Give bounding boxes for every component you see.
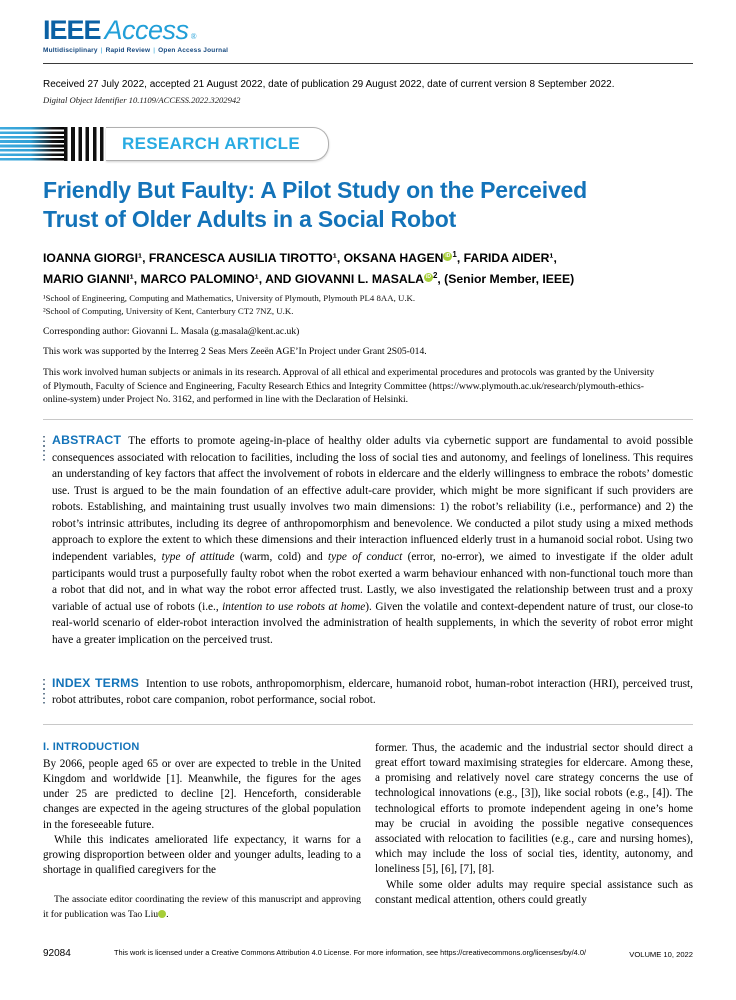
orcid-icon[interactable]: iD xyxy=(425,274,431,281)
index-terms-bottom-divider xyxy=(43,724,693,725)
index-terms-body: Intention to use robots, anthropomorphism, eldercare, humanoid robot, human-robot interaction (HRI), perceived trust, robot attributes, robot care companion, robot performance, social robot. xyxy=(52,677,693,707)
ethics-statement: This work involved human subjects or animals in its research. Approval of all ethical and experimental procedures and protocols was granted by the University of Plymouth, Faculty of Science and Engineering, Faculty Research Ethics and Integrity Committee (https://www.plymouth.ac.uk/research/plymouth-ethics-online-system) under Project No. 3162, and performed in line with the Declaration of Helsinki. xyxy=(43,367,655,406)
banner-barcode-graphic xyxy=(64,127,106,161)
affiliation-2: ²School of Computing, University of Kent, Canterbury CT2 7NZ, U.K. xyxy=(43,305,294,316)
tagline-multidisciplinary: Multidisciplinary xyxy=(43,47,98,54)
access-logo-text: Access xyxy=(104,15,189,45)
registered-mark: ® xyxy=(190,32,197,41)
senior-member-note: , (Senior Member, IEEE) xyxy=(437,272,575,287)
banner-stripes-graphic xyxy=(0,127,64,161)
page-footer xyxy=(43,946,693,959)
index-terms-heading: INDEX TERMS xyxy=(52,675,140,690)
author-names: , FARIDA AIDER¹, xyxy=(456,251,557,266)
associate-editor-footnote xyxy=(43,893,361,922)
affiliation-1: ¹School of Engineering, Computing and Mathematics, University of Plymouth, Plymouth PL4 8AA, U.K. xyxy=(43,293,416,304)
paper-title: Friendly But Faulty: A Pilot Study on the Perceived Trust of Older Adults in a Social Robot xyxy=(43,177,588,232)
volume-label: VOLUME 10, 2022 xyxy=(629,950,693,959)
affiliation-superscript: 2 xyxy=(432,271,438,281)
funding-statement: This work was supported by the Interreg 2 Seas Mers Zeeën AGE’In Project under Grant 2S05-014. xyxy=(43,346,427,358)
author-names: MARIO GIANNI¹, MARCO PALOMINO¹, AND GIOVANNI L. MASALA xyxy=(43,272,424,287)
author-line-2 xyxy=(43,267,693,288)
section-heading-introduction: I. INTRODUCTION xyxy=(43,740,140,753)
abstract-section xyxy=(43,432,693,649)
abstract-italic-term: type of conduct xyxy=(328,551,403,564)
intro-paragraph: While this indicates ameliorated life expectancy, it warns for a growing disproportion between older and younger adults, leading to a shortage in qualified caregivers for the xyxy=(43,833,361,877)
ieee-logo-text: IEEE xyxy=(43,15,101,45)
abstract-text xyxy=(52,432,693,649)
affiliation-superscript: 1 xyxy=(452,250,457,259)
page-number: 92084 xyxy=(43,948,71,959)
abstract-heading: ABSTRACT xyxy=(52,432,122,447)
doi-line: Digital Object Identifier 10.1109/ACCESS.2022.3202942 xyxy=(43,95,241,105)
intro-paragraph: By 2066, people aged 65 or over are expected to treble in the United Kingdom and worldwide [1]. Meanwhile, the figures for the ages under 25 are predicted to decline [2]. Henceforth, considerable changes are expected in the ageing structures of the global population in the foreseeable future. xyxy=(43,757,361,831)
author-names: IOANNA GIORGI¹, FRANCESCA AUSILIA TIROTTO¹, OKSANA HAGEN xyxy=(43,251,444,266)
intro-paragraph: While some older adults may require special assistance such as constant medical attention, others could greatly xyxy=(375,878,693,906)
tagline-separator: | xyxy=(153,47,156,54)
abstract-italic-term: intention to use robots at home xyxy=(222,600,366,613)
left-column xyxy=(43,741,361,923)
footnote-text: . xyxy=(166,908,169,920)
abstract-top-divider xyxy=(43,419,693,420)
intro-paragraph: former. Thus, the academic and the industrial sector should direct a great effort toward maximising strategies for eldercare. Among these, a promising and relatively novel care strategy concerns the use of technological innovations (e.g., [3]), like social robots (e.g., [4]). The technological efforts to promote independent ageing in one’s home may be crucial in avoiding the possible negative consequences associated with relocation to facilities (e.g., care and nursing homes), which may include the loss of social ties, identity, autonomy, and loneliness [5], [6], [7], [8]. xyxy=(375,741,693,876)
article-type-pill xyxy=(106,127,329,161)
license-statement: This work is licensed under a Creative Commons Attribution 4.0 License. For more information, see https://creativecommons.org/licenses/by/4.0/ xyxy=(114,948,587,957)
tagline-separator: | xyxy=(100,47,103,54)
article-type-label: RESEARCH ARTICLE xyxy=(122,134,300,153)
received-dates-line: Received 27 July 2022, accepted 21 August 2022, date of publication 29 August 2022, date of current version 8 September 2022. xyxy=(43,79,615,90)
orcid-icon[interactable]: iD xyxy=(158,910,166,918)
abstract-body: ). Given the volatile and context-dependent nature of trust, our close-to real-world scenario of elder-robot interaction involved the administration of health supplements, in which the severity of robot error might have a greater implication on the perceived trust. xyxy=(52,600,693,647)
masthead-divider xyxy=(43,63,693,64)
author-line-1 xyxy=(43,246,693,267)
orcid-icon[interactable]: iD xyxy=(445,253,451,260)
tagline-rapid-review: Rapid Review xyxy=(105,47,151,54)
tagline-open-access: Open Access Journal xyxy=(158,47,229,54)
abstract-body: (warm, cold) and xyxy=(234,551,329,564)
corresponding-author-line: Corresponding author: Giovanni L. Masala (g.masala@kent.ac.uk) xyxy=(43,326,300,338)
index-terms-text xyxy=(52,675,693,709)
abstract-body: The efforts to promote ageing-in-place of healthy older adults via cybernetic support are fundamental to avoid possible consequences associated with relocation to facilities, including the loss of social ties and autonomy, and feelings of loneliness. This requires an understanding of key factors that affect the involvement of robots in eldercare and the elderly willingness to embrace the robots’ domestic use. Trust is argued to be the main foundation of an effective adult-care provider, which might be more significant if such providers are robots. Establishing, and maintaining trust usually involves two main dimensions: 1) the robot’s reliability (i.e., performance) and 2) the robot’s intrinsic attributes, including its degree of anthropomorphism and benevolence. We conducted a pilot study using a mixed methods approach to explore the extent to which these dimensions and their interaction influenced elderly trust in a humanoid social robot. Using two independent variables, xyxy=(52,434,693,564)
index-terms-section xyxy=(43,675,693,709)
footnote-text: The associate editor coordinating the review of this manuscript and approving it for publication was Tao Liu xyxy=(43,894,361,920)
ieee-access-logo xyxy=(43,17,693,44)
abstract-body: (error, no-error), we aimed to investigate if the older adult participants would trust a purposefully faulty robot when the robot exerted a warm behaviour enhanced with non-functional touch more than a robot that did not, and in what way the robot error affected trust. Lastly, we also investigated the relationship between trust and a proxy variable of actual use of robots (i.e., xyxy=(52,551,693,613)
index-terms-marker-dots xyxy=(43,679,45,705)
journal-tagline xyxy=(43,47,693,54)
body-columns xyxy=(43,741,693,923)
author-list xyxy=(43,246,693,288)
abstract-marker-dots xyxy=(43,436,45,462)
research-article-banner xyxy=(0,126,736,162)
abstract-italic-term: type of attitude xyxy=(161,551,235,564)
right-column xyxy=(375,741,693,923)
journal-masthead xyxy=(43,0,693,54)
